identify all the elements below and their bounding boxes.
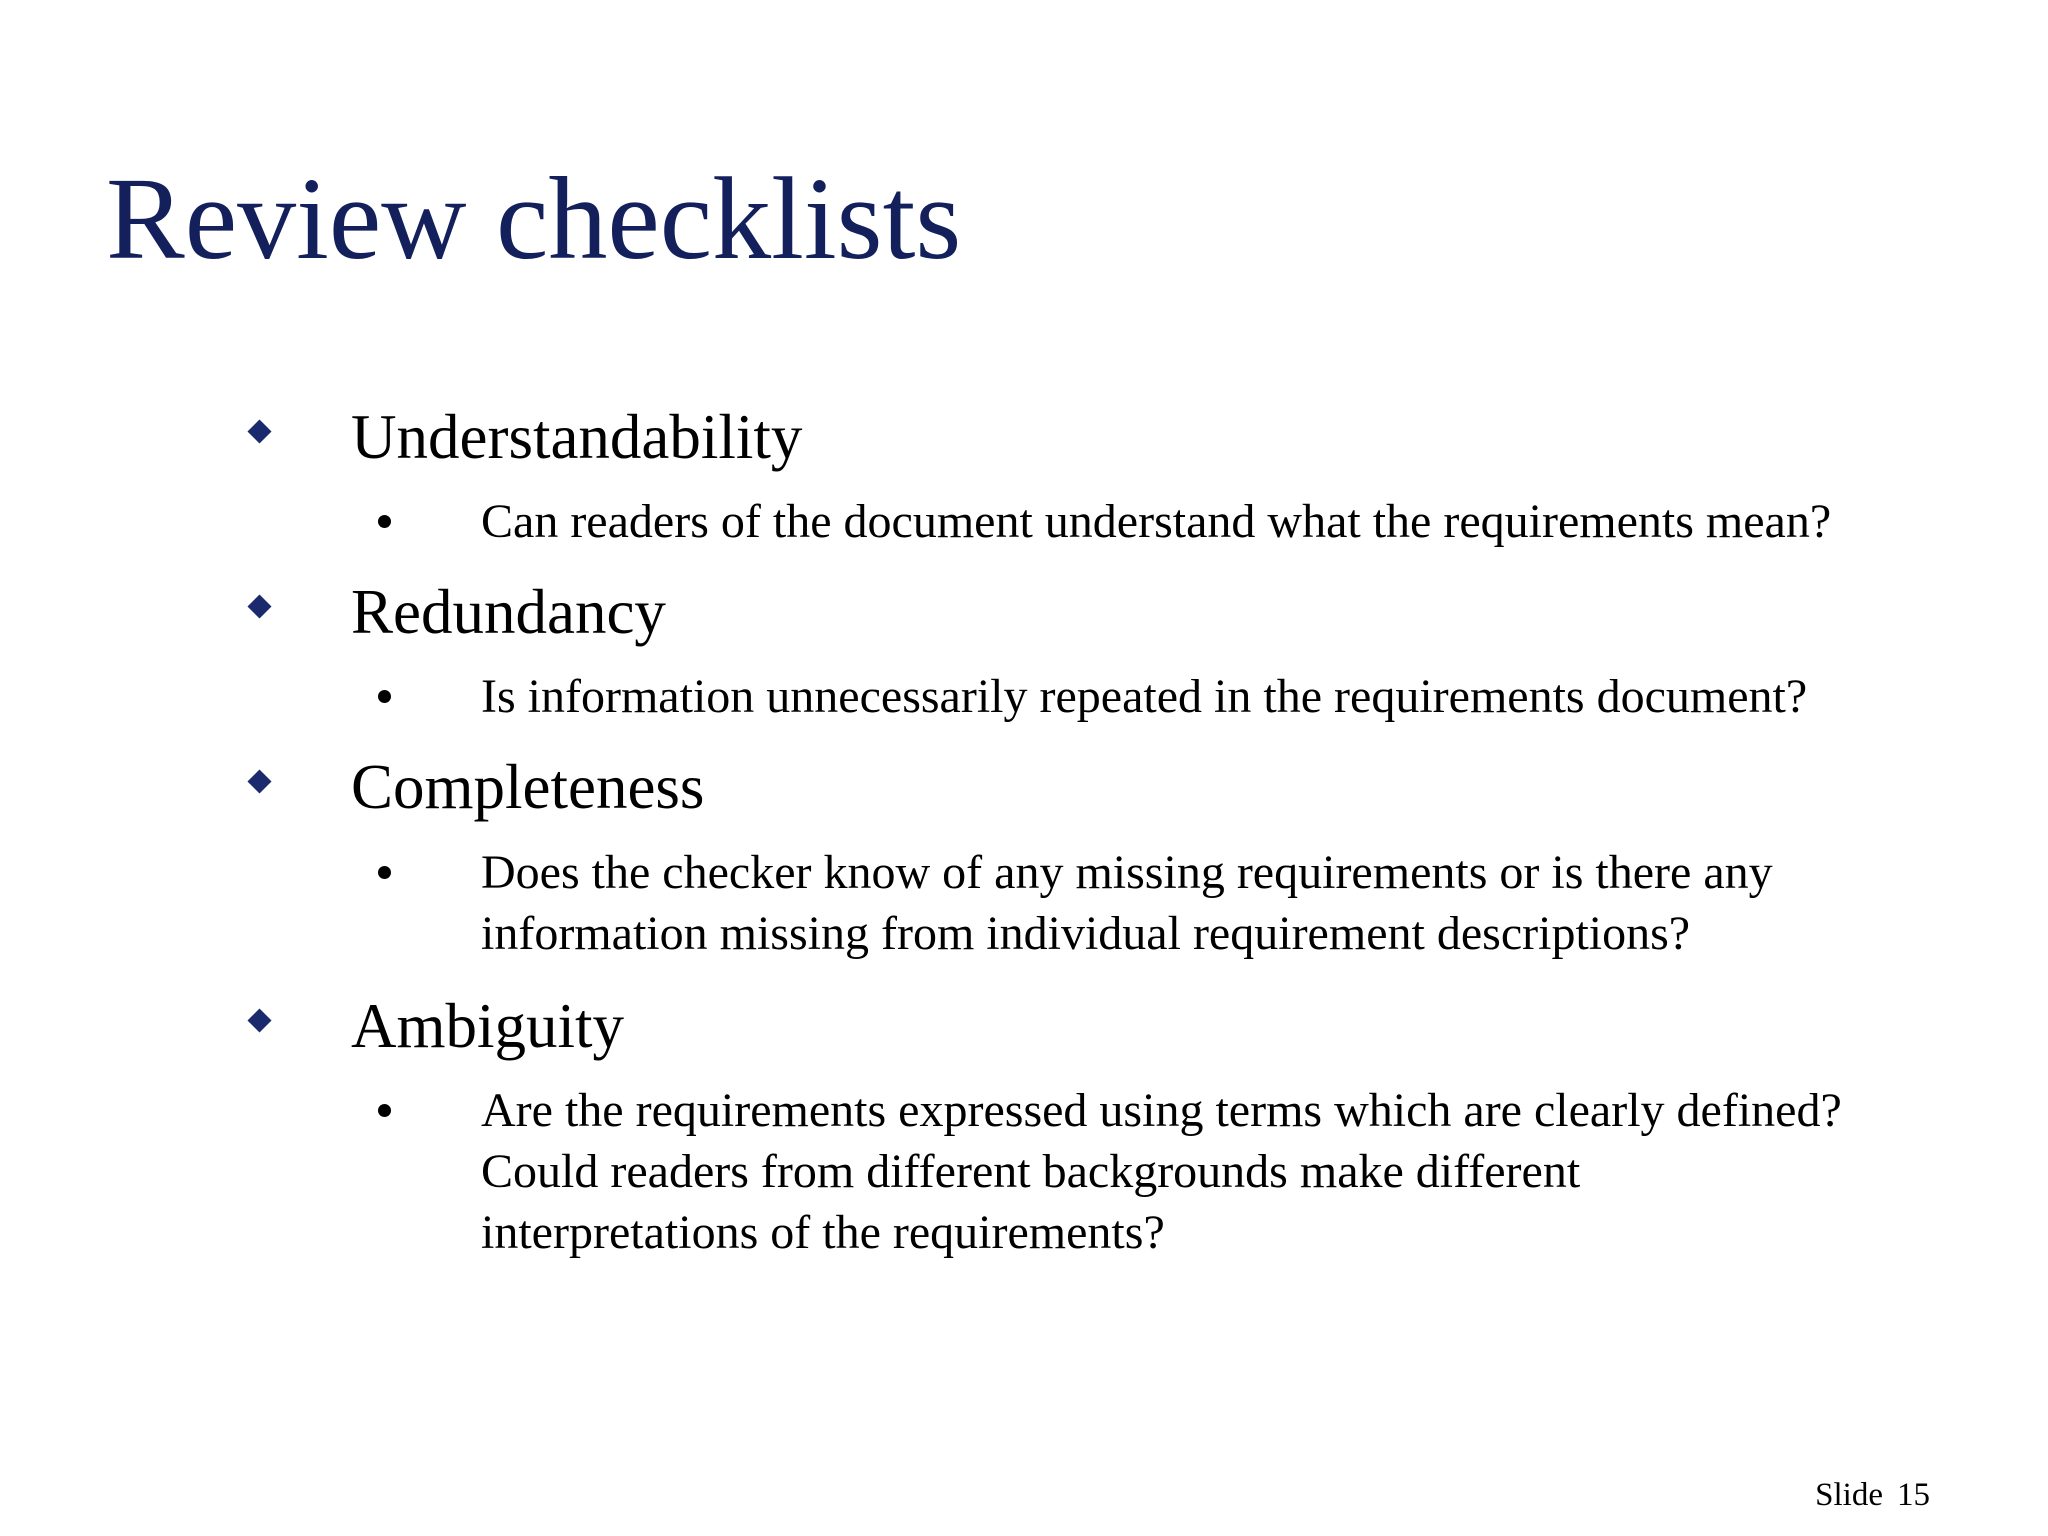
diamond-bullet-icon	[247, 1008, 271, 1032]
item-detail: Is information unnecessarily repeated in the requirements document?	[481, 670, 1808, 723]
item-detail: Can readers of the document understand what the requirements mean?	[481, 495, 1832, 548]
slide-title: Review checklists	[106, 153, 962, 284]
slide-number-label: Slide	[1815, 1477, 1883, 1513]
round-bullet-icon	[378, 866, 391, 879]
slide-number-value: 15	[1897, 1477, 1930, 1513]
diamond-bullet-icon	[247, 594, 271, 618]
item-detail: Are the requirements expressed using terms which are clearly defined? Could readers from different backgrounds make different interpretations of the requirements?	[481, 1084, 1842, 1259]
item-heading: Redundancy	[351, 577, 666, 647]
item-heading: Understandability	[351, 402, 803, 472]
round-bullet-icon	[378, 1104, 391, 1117]
item-detail: Does the checker know of any missing requirements or is there any information missing from individual requirement descriptions?	[481, 846, 1773, 960]
diamond-bullet-icon	[247, 419, 271, 443]
slide-number	[1815, 1479, 1930, 1512]
item-heading: Completeness	[351, 752, 705, 822]
round-bullet-icon	[378, 515, 391, 528]
round-bullet-icon	[378, 690, 391, 703]
diamond-bullet-icon	[247, 769, 271, 793]
item-heading: Ambiguity	[351, 991, 625, 1061]
